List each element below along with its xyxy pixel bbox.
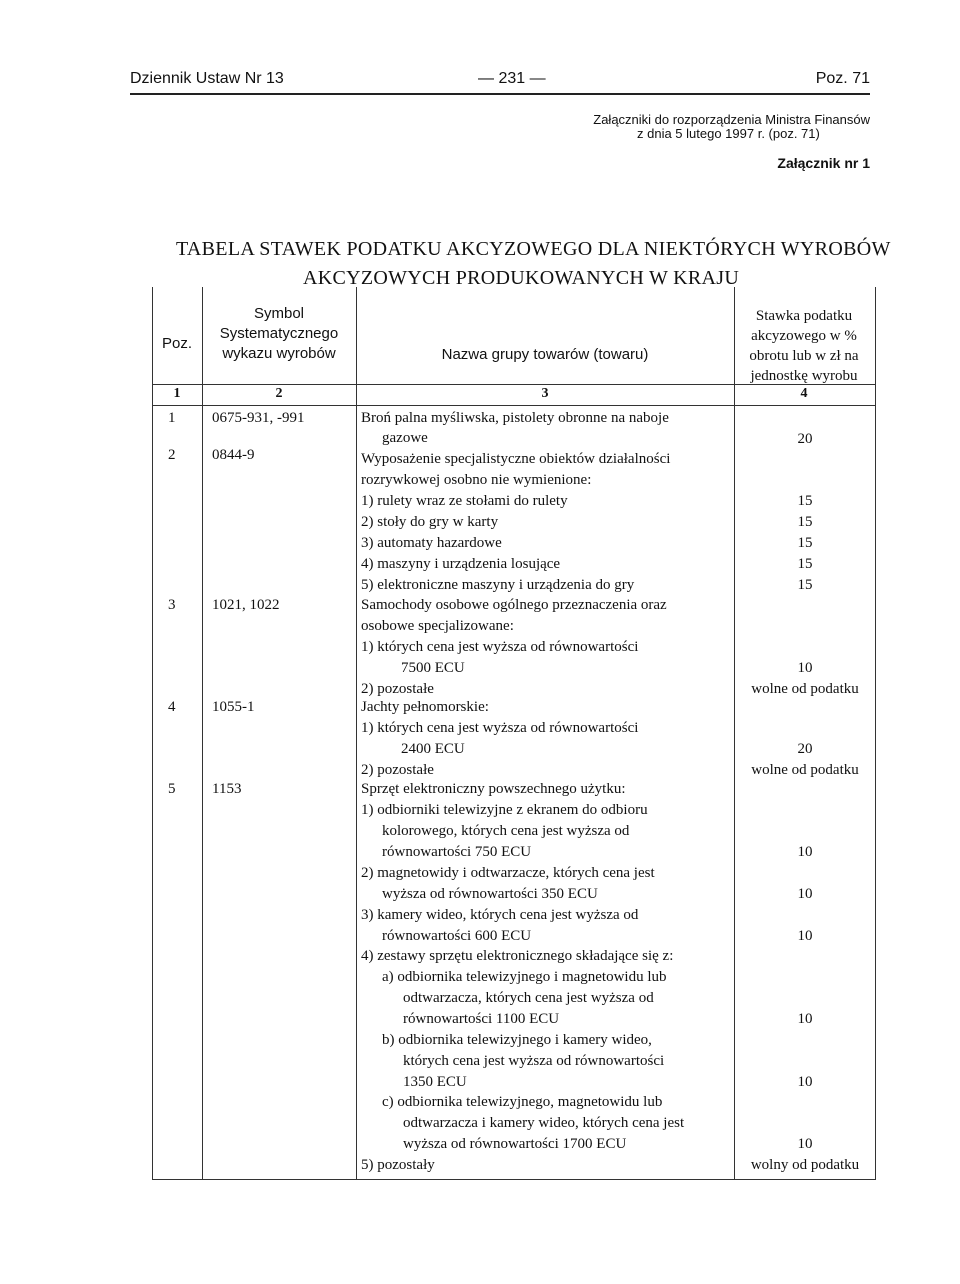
description-line: 1) których cena jest wyższa od równowartości (361, 639, 639, 655)
tax-rate: 10 (797, 660, 813, 676)
header-pos: Poz. (161, 335, 192, 352)
document-title-line2: AKCYZOWYCH PRODUKOWANYCH W KRAJU (303, 267, 740, 289)
column-number: 2 (275, 386, 283, 401)
tax-rate: 15 (797, 514, 813, 530)
description-line: 5) elektroniczne maszyny i urządzenia do gry (361, 577, 635, 593)
description-line: równowartości 750 ECU (382, 844, 532, 860)
header-rate-line1: Stawka podatku (755, 308, 853, 324)
page-number: — 231 — (478, 70, 546, 87)
column-divider (356, 287, 357, 1180)
description-line: 1350 ECU (403, 1074, 467, 1090)
description-line: osobowe specjalizowane: (361, 618, 514, 634)
tax-rate: 15 (797, 556, 813, 572)
position-number: 5 (168, 781, 176, 797)
description-line: Jachty pełnomorskie: (361, 699, 489, 715)
description-line: 2) pozostałe (361, 681, 434, 697)
description-line: odtwarzacza, których cena jest wyższa od (403, 990, 654, 1006)
tax-rate: 20 (797, 741, 813, 757)
description-line: równowartości 600 ECU (382, 928, 532, 944)
description-line: 2) stoły do gry w karty (361, 514, 499, 530)
attachment-note-line1: Załączniki do rozporządzenia Ministra Finansów (593, 112, 870, 127)
column-divider (202, 287, 203, 1180)
description-line: 3) automaty hazardowe (361, 535, 502, 551)
description-line: 3) kamery wideo, których cena jest wyższa od (361, 907, 639, 923)
attachment-note-line2: z dnia 5 lutego 1997 r. (poz. 71) (637, 126, 820, 141)
symbol-code: 1055-1 (212, 699, 255, 715)
description-line: Samochody osobowe ogólnego przeznaczenia oraz (361, 597, 667, 613)
description-line: 4) maszyny i urządzenia losujące (361, 556, 561, 572)
description-line: c) odbiornika telewizyjnego, magnetowidu lub (382, 1094, 663, 1110)
description-line: 1) których cena jest wyższa od równowartości (361, 720, 639, 736)
tax-rate: 20 (797, 431, 813, 447)
position-number: 2 (168, 447, 176, 463)
tax-rate: 10 (797, 1011, 813, 1027)
description-line: wyższa od równowartości 350 ECU (382, 886, 598, 902)
column-number: 3 (541, 386, 549, 401)
description-line: 1) odbiorniki telewizyjne z ekranem do odbioru (361, 802, 648, 818)
tax-rate: wolne od podatku (751, 681, 859, 697)
document-title-line1: TABELA STAWEK PODATKU AKCYZOWEGO DLA NIEKTÓRYCH WYROBÓW (176, 238, 891, 260)
annex-label: Załącznik nr 1 (777, 155, 870, 171)
description-line: wyższa od równowartości 1700 ECU (403, 1136, 627, 1152)
description-line: rozrywkowej osobno nie wymienione: (361, 472, 592, 488)
header-symbol-line2: Systematycznego (219, 325, 339, 342)
header-rule (130, 93, 870, 95)
description-line: kolorowego, których cena jest wyższa od (382, 823, 630, 839)
tax-rate: 10 (797, 886, 813, 902)
item-number: Poz. 71 (815, 70, 870, 87)
header-rate-line2: akcyzowego w % (751, 328, 857, 344)
description-line: odtwarzacza i kamery wideo, których cena jest (403, 1115, 685, 1131)
description-line: Broń palna myśliwska, pistolety obronne na naboje (361, 410, 669, 426)
header-rate-line4: jednostkę wyrobu (750, 368, 858, 384)
column-number-divider (152, 405, 875, 406)
column-divider (734, 287, 735, 1180)
header-rate-line3: obrotu lub w zł na (749, 348, 859, 364)
tax-rate: 10 (797, 1074, 813, 1090)
tax-rate: wolne od podatku (751, 762, 859, 778)
description-line: 5) pozostały (361, 1157, 435, 1173)
description-line: Wyposażenie specjalistyczne obiektów działalności (361, 451, 671, 467)
symbol-code: 1153 (212, 781, 242, 797)
tax-rate: 10 (797, 844, 813, 860)
position-number: 3 (168, 597, 176, 613)
header-name: Nazwa grupy towarów (towaru) (441, 346, 649, 363)
position-number: 1 (168, 410, 176, 426)
tax-rate: 15 (797, 535, 813, 551)
description-line: 2) pozostałe (361, 762, 434, 778)
description-line: 7500 ECU (401, 660, 465, 676)
tax-rate: wolny od podatku (750, 1157, 860, 1173)
description-line: których cena jest wyższa od równowartości (403, 1053, 665, 1069)
description-line: b) odbiornika telewizyjnego i kamery wideo, (382, 1032, 652, 1048)
description-line: 2400 ECU (401, 741, 465, 757)
tax-rate: 15 (797, 577, 813, 593)
description-line: 2) magnetowidy i odtwarzacze, których cena jest (361, 865, 655, 881)
symbol-code: 0675-931, -991 (212, 410, 305, 426)
description-line: 1) rulety wraz ze stołami do rulety (361, 493, 568, 509)
description-line: 4) zestawy sprzętu elektronicznego składające się z: (361, 948, 674, 964)
description-line: równowartości 1100 ECU (403, 1011, 560, 1027)
column-number: 1 (173, 386, 181, 401)
description-line: a) odbiornika telewizyjnego i magnetowidu lub (382, 969, 667, 985)
description-line: Sprzęt elektroniczny powszechnego użytku: (361, 781, 626, 797)
journal-name: Dziennik Ustaw Nr 13 (130, 70, 284, 87)
tax-rate: 10 (797, 1136, 813, 1152)
column-number: 4 (800, 386, 808, 401)
symbol-code: 0844-9 (212, 447, 255, 463)
symbol-code: 1021, 1022 (212, 597, 280, 613)
position-number: 4 (168, 699, 176, 715)
tax-rate: 15 (797, 493, 813, 509)
header-symbol-line3: wykazu wyrobów (222, 345, 336, 362)
description-line: gazowe (382, 430, 428, 446)
tax-rate: 10 (797, 928, 813, 944)
header-symbol-line1: Symbol (253, 305, 305, 322)
